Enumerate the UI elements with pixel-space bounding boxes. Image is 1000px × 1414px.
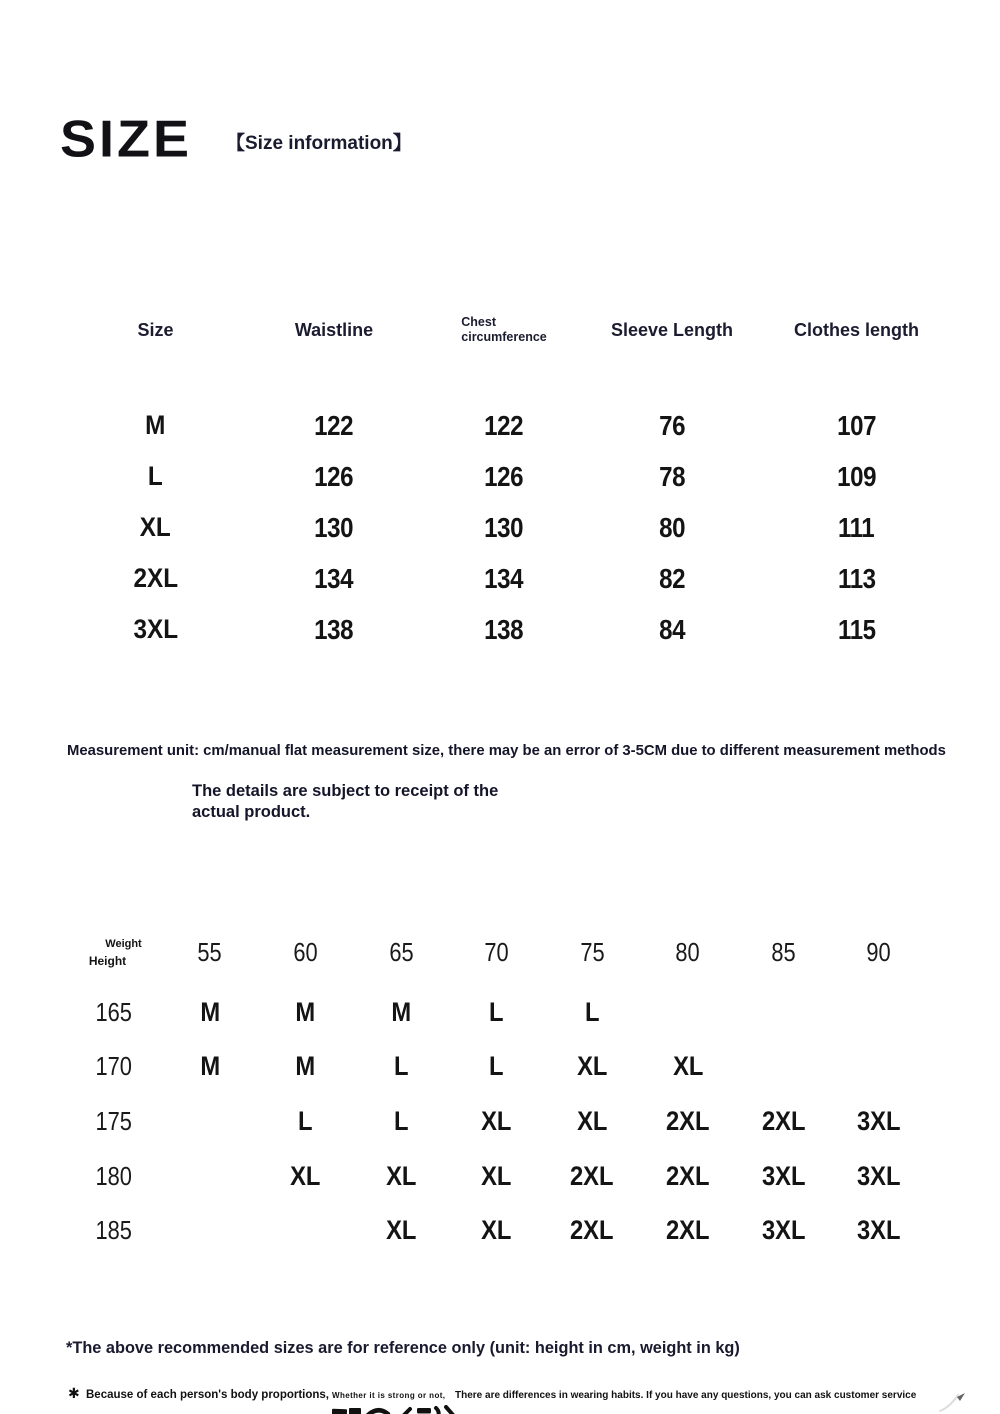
fit-size: M	[295, 1051, 316, 1082]
fit-size: 2XL	[665, 1105, 710, 1136]
fit-size: 3XL	[761, 1160, 806, 1191]
sleeve-value: 84	[659, 613, 685, 645]
clothes-value: 115	[837, 613, 876, 645]
fit-size: 3XL	[761, 1215, 806, 1246]
fit-size: L	[489, 1051, 504, 1082]
measurement-unit-note: Measurement unit: cm/manual flat measurement size, there may be an error of 3-5CM due to different measurement methods	[67, 742, 946, 759]
weight-value: 85	[771, 937, 796, 967]
fit-size: XL	[672, 1051, 703, 1082]
height-value: 180	[95, 1160, 132, 1191]
fit-size: 3XL	[857, 1215, 901, 1246]
fit-size: 2XL	[665, 1215, 710, 1246]
sleeve-value: 78	[659, 460, 685, 492]
clothes-value: 111	[838, 511, 875, 543]
fit-size: M	[391, 996, 411, 1027]
weight-height-corner	[65, 938, 162, 968]
waistline-value: 130	[314, 511, 354, 543]
col-header-clothes: Clothes length	[794, 319, 919, 340]
height-value: 170	[95, 1051, 132, 1082]
waistline-value: 134	[314, 562, 354, 594]
fit-size: 2XL	[665, 1160, 710, 1191]
strong-note: Whether it is strong or not,	[332, 1391, 446, 1400]
fit-size: 3XL	[857, 1105, 901, 1136]
size-value: 2XL	[133, 563, 178, 593]
cutoff-glyphs	[332, 1405, 456, 1414]
details-note: The details are subject to receipt of the actual product.	[192, 782, 499, 821]
weight-value: 55	[197, 937, 222, 967]
size-logo: SIZE	[60, 110, 193, 168]
clothes-value: 109	[837, 460, 876, 492]
chest-value: 134	[484, 562, 524, 594]
col-header-sleeve: Sleeve Length	[610, 319, 734, 340]
fit-size: M	[199, 996, 220, 1027]
fit-size: XL	[290, 1160, 321, 1191]
sleeve-value: 76	[659, 409, 685, 441]
fit-size: 2XL	[570, 1160, 614, 1191]
size-table-row	[65, 604, 955, 655]
waistline-value: 122	[314, 409, 354, 441]
size-value: 3XL	[133, 614, 178, 644]
size-value: XL	[139, 512, 172, 542]
height-label: Height	[88, 953, 127, 968]
col-header-chest: Chest circumference	[461, 315, 547, 344]
fit-size: L	[489, 996, 504, 1027]
wearing-habits-note: There are differences in wearing habits. If you have any questions, you can ask customer service	[455, 1390, 917, 1401]
cutoff-text-fragment	[332, 1403, 456, 1414]
sleeve-value: 82	[659, 562, 685, 594]
asterisk-icon: ✱	[68, 1385, 80, 1401]
chest-value: 130	[484, 511, 524, 543]
size-table-row	[65, 553, 955, 604]
col-header-waistline: Waistline	[294, 319, 374, 340]
weight-value: 90	[866, 937, 892, 967]
weight-value: 75	[580, 937, 605, 967]
waistline-value: 138	[314, 613, 354, 645]
fit-size: 2XL	[761, 1105, 806, 1136]
fit-table-row	[65, 1094, 927, 1149]
fit-table-header-row	[65, 925, 927, 980]
clothes-value: 107	[837, 409, 876, 441]
height-value: 165	[95, 996, 132, 1027]
weight-value: 65	[388, 937, 414, 967]
fit-size: M	[199, 1051, 220, 1082]
size-table-row	[65, 451, 955, 502]
cursor-icon	[938, 1383, 970, 1413]
fit-size: XL	[385, 1215, 417, 1246]
height-value: 175	[95, 1105, 132, 1136]
weight-label: Weight	[105, 937, 142, 950]
chest-value: 122	[484, 409, 524, 441]
weight-value: 60	[293, 937, 318, 967]
fit-size: L	[393, 1105, 409, 1136]
weight-value: 70	[484, 937, 509, 967]
fit-size: 3XL	[857, 1160, 901, 1191]
size-value: M	[145, 410, 166, 440]
size-table-row	[65, 400, 955, 451]
sleeve-value: 80	[659, 511, 685, 543]
size-information-heading: 【Size information】	[226, 133, 412, 154]
chest-value: 126	[484, 460, 524, 492]
size-table	[65, 305, 955, 655]
fit-size: M	[295, 996, 316, 1027]
waistline-value: 126	[314, 460, 354, 492]
fit-size: XL	[576, 1105, 608, 1136]
fit-size: L	[393, 1051, 409, 1082]
fit-table-row	[65, 1040, 927, 1095]
fit-size: 2XL	[570, 1215, 614, 1246]
fit-size: L	[298, 1105, 313, 1136]
fit-table	[65, 925, 927, 1258]
chest-value: 138	[484, 613, 524, 645]
fit-size: XL	[385, 1160, 417, 1191]
col-header-size: Size	[137, 319, 174, 340]
size-table-header-row	[65, 305, 955, 355]
reference-note: *The above recommended sizes are for reference only (unit: height in cm, weight in kg)	[66, 1338, 740, 1357]
fit-size: L	[584, 996, 600, 1027]
size-table-row	[65, 502, 955, 553]
fit-table-row	[65, 1203, 927, 1258]
fit-size: XL	[481, 1105, 512, 1136]
fit-table-row	[65, 1149, 927, 1204]
size-value: L	[148, 461, 163, 491]
fit-table-row	[65, 985, 927, 1040]
fit-size: XL	[481, 1160, 512, 1191]
weight-value: 80	[675, 937, 700, 967]
clothes-value: 113	[837, 562, 876, 594]
height-value: 185	[95, 1215, 132, 1246]
fit-size: XL	[481, 1215, 512, 1246]
fit-size: XL	[576, 1051, 608, 1082]
body-proportions-note: Because of each person's body proportions,	[86, 1389, 330, 1401]
